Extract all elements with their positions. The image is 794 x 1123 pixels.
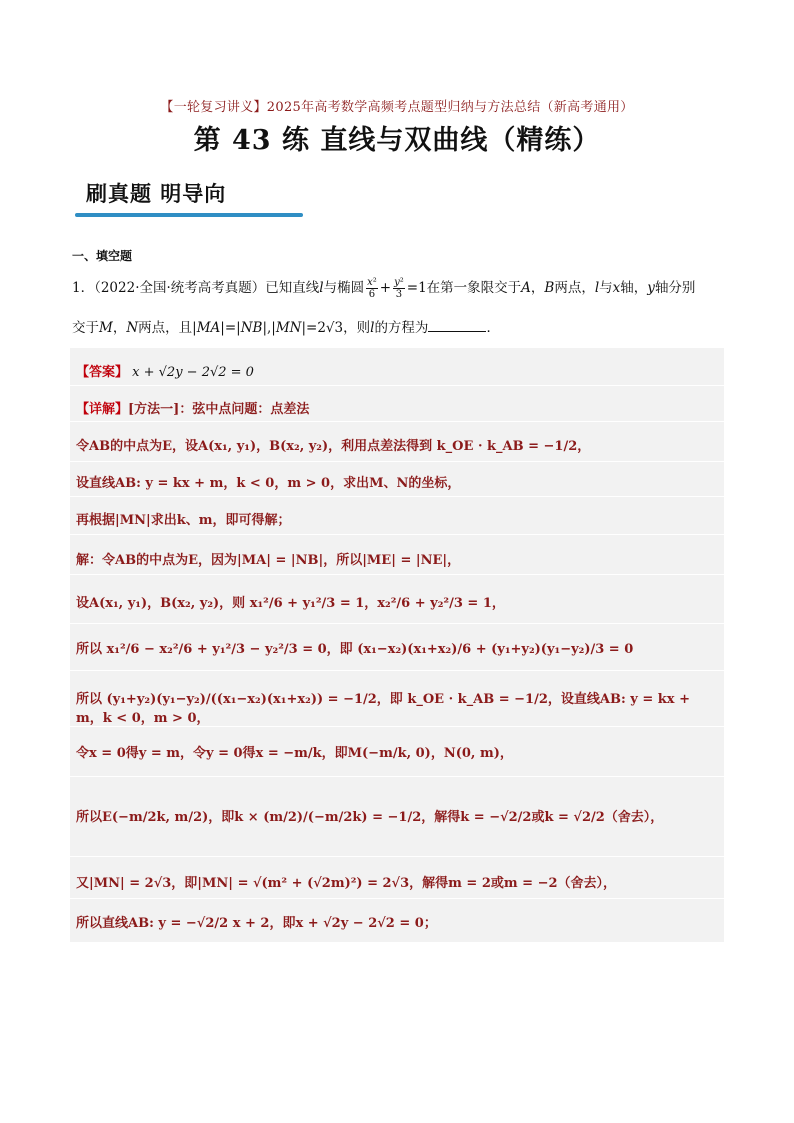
solution-line-6: 所以 x₁²/6 − x₂²/6 + y₁²/3 − y₂²/3 = 0，即 (x₁−x₂)(x₁+x₂)/6 + (y₁+y₂)(y₁−y₂)/3 = 0 <box>76 642 634 657</box>
solution-line-2: 设直线AB: y = kx + m，k < 0，m > 0，求出M、N的坐标， <box>76 476 461 491</box>
detail-tag: 【详解】 <box>76 402 129 417</box>
solution-line-3: 再根据|MN|求出k、m，即可得解； <box>76 513 291 528</box>
solution-line-11: 所以直线AB: y = −√2/2 x + 2，即x + √2y − 2√2 = 0； <box>76 916 437 931</box>
solution-line-10: 又|MN| = 2√3，即|MN| = √(m² + (√2m)²) = 2√3，解得m = 2或m = −2（舍去）， <box>76 876 617 891</box>
answer-expression: x + √2y − 2√2 = 0 <box>132 365 254 380</box>
solution-box <box>70 348 724 942</box>
detail-row <box>76 398 716 417</box>
page-title: 第 43 练 直线与双曲线（精练） <box>193 125 601 156</box>
solution-line-9: 所以E(−m/2k, m/2)，即k × (m/2)/(−m/2k) = −1/2，解得k = −√2/2或k = √2/2（舍去）， <box>76 810 664 825</box>
section-underline <box>75 213 303 217</box>
question-number: 1． <box>72 280 95 296</box>
solution-line-4: 解：令AB的中点为E，因为|MA| = |NB|，所以|ME| = |NE|， <box>76 553 461 568</box>
solution-line-5: 设A(x₁, y₁)，B(x₂, y₂)，则 x₁²/6 + y₁²/3 = 1，x₂²/6 + y₂²/3 = 1， <box>76 596 505 611</box>
answer-row <box>76 361 716 380</box>
question-1 <box>72 268 727 348</box>
question-source: （2022·全国·统考高考真题） <box>94 280 266 296</box>
part-label: 一、填空题 <box>72 249 133 263</box>
solution-line-8: 令x = 0得y = m，令y = 0得x = −m/k，即M(−m/k, 0)，N(0, m)， <box>76 746 513 761</box>
question-line-1: 1．（2022·全国·统考高考真题）已知直线l与椭圆 $\frac{\text{x²}}{6}$ + $\frac{\text{y²}}{3}$ =1在第一象限交于A，B两点，l与x轴，y轴分别 <box>72 277 696 300</box>
method-tag: [方法一]：弦中点问题：点差法 <box>128 402 310 417</box>
answer-blank[interactable] <box>428 317 486 332</box>
question-line-2: 交于M，N两点，且|MA|=|NB|,|MN|=2√3，则l的方程为 ． <box>72 308 727 348</box>
series-header: 【一轮复习讲义】2025年高考数学高频考点题型归纳与方法总结（新高考通用） <box>160 100 634 115</box>
answer-tag: 【答案】 <box>76 365 129 380</box>
section-banner: 刷真题 明导向 <box>86 181 227 206</box>
solution-line-1: 令AB的中点为E，设A(x₁, y₁)，B(x₂, y₂)，利用点差法得到 k_OE · k_AB = −1/2， <box>76 439 591 454</box>
solution-line-7: 所以 (y₁+y₂)(y₁−y₂)/((x₁−x₂)(x₁+x₂)) = −1/2，即 k_OE · k_AB = −1/2，设直线AB: y = kx + m，k < 0，m > 0， <box>76 692 690 726</box>
